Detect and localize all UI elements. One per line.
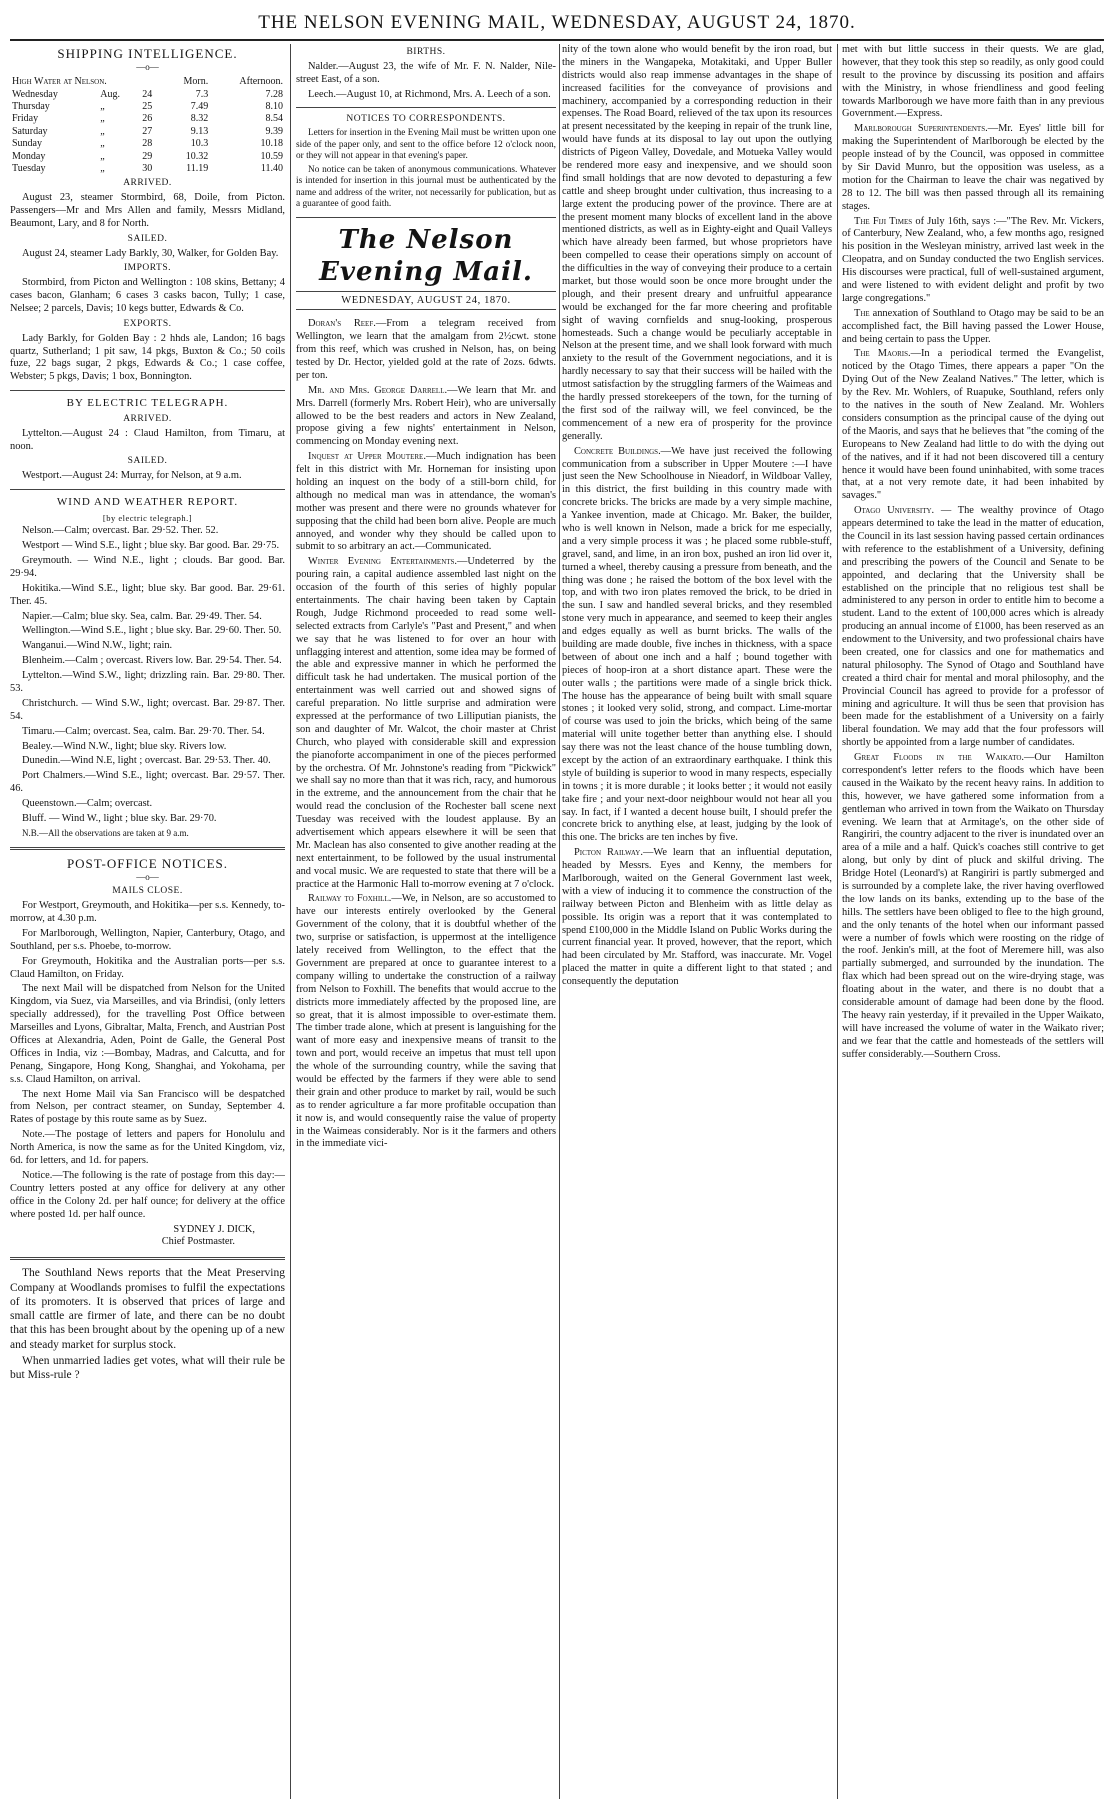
weather-list (10, 525, 285, 826)
tide-cell: 27 (142, 125, 153, 137)
masthead: THE NELSON EVENING MAIL, WEDNESDAY, AUGUST 24, 1870. (258, 12, 856, 33)
article-headline: Marlborough Superintendents. (854, 123, 988, 135)
article-headline: Otago University. (854, 505, 935, 517)
tide-cell: 7.3 (195, 88, 209, 100)
tide-caption: High Water at Nelson. (12, 76, 107, 88)
article-body: —Mr. Eyes' little bill for making the Superintendent of Marlborough be elected by the people instead of by the Council, was opposed in committee by Sir David Munro, but the opposition was useless, as a motion for the Chairman to leave the chair was negatived by 28 to 12. The bill was then passed through all its remaining stages. (842, 123, 1104, 212)
weather-report-item: Blenheim.—Calm ; overcast. Rivers low. Bar. 29·54. Ther. 54. (22, 655, 282, 667)
tide-cell: 8.10 (265, 101, 283, 113)
births-heading: BIRTHS. (406, 47, 446, 57)
postmaster-name: SYDNEY J. DICK, (173, 1223, 255, 1235)
arrived-heading: ARRIVED. (123, 178, 172, 189)
article-headline: Doran's Reef. (308, 318, 376, 330)
article-headline: Concrete Buildings. (574, 445, 661, 457)
col3-lead-paragraph: nity of the town alone who would benefit by the iron road, but the miners in the Wangapeka, Motakitaki, and Upper Buller districts would also reap immense advantages in the shape of increased facilities for the conveyance of provisions and machinery, accompanied by a corresponding reduction in their expenses. The Road Board, relieved of the tax upon its resources at present necessitated by the keeping in repair of the trunk line, would have funds at its disposal to lay out upon the outlying districts of Pigeon Valley, Dovedale, and Motueka Valley would be rendered more easy and inexpensive, and we should soon find small holdings that are now devoted to depasturing a few cattle and sheep brought under cultivation, thus increasing to a large extent the producing power of the province. There are at the present moment many blocks of excellent land in the above mentioned districts, as well as in Eighty-eight and Quail Valleys which have already been farmed, but whose proprietors have been compelled to cease their operations simply on account of the difficulties in the way of conveying their produce to a certain market, but those would soon be once more brought under the plough, and their present dreary and unfruitful appearance would be exchanged for the far more cheering and profitable sight of waving cornfields and snug-looking, prosperous homesteads. Such a change would be peculiarly acceptable in Nelson at the present time, and we shall look forward with much anxiety to the result of the Government negociations, and it is hardly necessary to say that their success will be hailed with the utmost satisfaction by the struggling farmers of the Waimeas and the hardly pressed storekeepers of the town, for the turning of the first sod of the railway will, we feel convinced, be the commencement of a new era of prosperity for the province generally. (562, 44, 832, 442)
tide-cell: 25 (142, 101, 153, 113)
article-paragraph (296, 385, 556, 449)
article-body: — The wealthy province of Otago appears determined to take the lead in the matter of education, the Council in its last session having passed certain ordinances with reference to the establishment of a University, defining and prescribing the powers of the Council and Senate to be appointed, and declaring that the University shall be established on the principle that no religious test shall be administered to any person in order to entitle him to become a student. Land to the extent of 100,000 acres which is already producing an annual income of £1000, has been reserved as an endowment to the University, and two professional chairs have been created, one for classics and one for mathematics and natural philosophy. The Synod of Otago and Southland have created a third chair for mental and moral philosophy, and the Provincial Council has agreed to provide for a professor of mining and agriculture. It will thus be seen that provision has been made for the establishment of a University on a fairly liberal foundation. We may add that the four professors will shortly be appointed from a large number of candidates. (842, 505, 1104, 749)
tel-sailed-text: Westport.—August 24: Murray, for Nelson, at 9 a.m. (22, 470, 242, 482)
tide-cell: 29 (142, 150, 153, 162)
article-headline: The (854, 307, 870, 319)
col2-articles (296, 318, 556, 1151)
notices-list (296, 128, 556, 211)
article-headline: Railway to Foxhill. (308, 893, 392, 905)
weather-note: N.B.—All the observations are taken at 9 a.m. (22, 827, 189, 838)
divider (10, 847, 285, 850)
weather-report-item: Bealey.—Wind N.W., light; blue sky. Rivers low. (22, 740, 227, 752)
article-body: annexation of Southland to Otago may be said to be an accomplished fact, the Bill having passed the Lower House, and being certain to pass the Upper. (842, 307, 1104, 345)
births-list (296, 61, 556, 102)
post-notice-item: Notice.—The following is the rate of postage from this day:—Country letters posted at any office for delivery at any other office in the Colony 2d. per half ounce; for delivery at the office where posted 1d. per half ounce. (10, 1169, 285, 1220)
tide-cell: 28 (142, 138, 153, 150)
tide-row (10, 89, 285, 101)
tel-sailed-heading: SAILED. (127, 456, 168, 467)
exports-text: Lady Barkly, for Golden Bay : 2 hhds ale, Landon; 16 bags quartz, Sutherland; 1 pit saw, 14 pkgs, Buxton & Co.; 50 coils fuze, 22 bags sugar, 2 pkgs, Edwards & Co.; 1 case coffee, Webster; 5 pkgs, Davis; 1 box, Bonnington. (10, 332, 285, 383)
column-3 (562, 44, 832, 1799)
paper-title: The Nelson Evening Mail. (319, 224, 533, 288)
article-headline: The Fiji Times (854, 215, 913, 227)
article-headline: Inquest at Upper Moutere. (308, 451, 426, 463)
article-headline: Great Floods in the Waikato. (854, 752, 1024, 764)
post-notice-item: The next Home Mail via San Francisco will be despatched from Nelson, per contract steamer, on Sunday, September 4. Rates of postage by this route same as by Suez. (10, 1088, 285, 1126)
tide-cell: 11.40 (260, 163, 283, 174)
divider (10, 1257, 285, 1260)
tide-cell: 10.59 (260, 150, 283, 162)
post-notice-item: For Westport, Greymouth, and Hokitika—per s.s. Kennedy, to-morrow, at 4.30 p.m. (10, 900, 285, 925)
article-body: —We, in Nelson, are so accustomed to have our interests entirely overlooked by the General Government of the colony, that it is doubtful whether of the two, surprise or satisfaction, is uppermost at the intelligence lately received from Wellington, to the effect that the Government are prepared at once to guarantee interest to a company willing to undertake the construction of a railway from Nelson to Foxhill. The benefits that would accrue to the districts more immediately affected by the proposed line, are so great, that it is almost impossible to over-estimate them. The timber trade alone, which at present is languishing for the want of more easy and inexpensive means of transit to the town and port, would receive an impetus that must tell upon the whole of the surrounding country, while the saving that would be effected by the farmers if they were able to send their grain and other produce to market by rail, would be such as to render agriculture a far more profitable occupation than it now is, and would consequently raise the value of property in the Waimeas considerably. Nor is it the farmers and others in the immediate vici- (296, 893, 556, 1150)
column-4 (842, 44, 1104, 1799)
exports-heading: EXPORTS. (123, 318, 172, 329)
weather-report-item: Greymouth. — Wind N.E., light ; clouds. Bar good. Bar. 29·94. (10, 555, 285, 579)
tide-cell: „ (100, 150, 105, 162)
tide-row (10, 101, 285, 113)
ornament: —o— (136, 62, 159, 73)
weather-report-item: Lyttelton.—Wind S.W., light; drizzling rain. Bar. 29·80. Ther. 53. (10, 670, 285, 695)
tide-cell: Monday (12, 150, 46, 162)
article-headline: The Maoris. (854, 348, 911, 360)
article-headline: Winter Evening Entertainments. (308, 556, 458, 568)
sailed-text: August 24, steamer Lady Barkly, 30, Walker, for Golden Bay. (22, 247, 279, 259)
tide-cell: 7.49 (190, 101, 209, 113)
post-notice-item: For Greymouth, Hokitika and the Australian ports—per s.s. Claud Hamilton, on Friday. (10, 955, 285, 980)
tide-cell: Saturday (12, 125, 48, 137)
tide-head-afternoon: Afternoon. (239, 76, 283, 88)
article-paragraph (842, 348, 1104, 503)
column-rule (837, 44, 838, 1799)
tide-cell: Sunday (12, 138, 42, 150)
tel-arrived-heading: ARRIVED. (123, 413, 172, 424)
article-body: —Undeterred by the pouring rain, a capital audience assembled last night on the occasion of the fourth of this series of highly popular entertainments. The chair having been taken by Captain Rough, Judge Richmond proceeded to read some well-selected extracts from Carlyle's "Past and Present," and when we say that he was listened to for over an hour with unflagging interest and attention, some idea may be formed of the able and expressive manner in which he performed the difficult task he had undertaken. The musical portion of the entertainment was well carried out and showed signs of careful preparation. No little surprise and admiration were expressed at the performance of two Lilliputian pianists, the son and daughter of Mr. Walcot, the choir master at Christ Church, who played with considerable skill and expression the pianoforte accompaniment in one of the pieces performed by the orchestra. Of Mr. Johnstone's reading from "Pickwick" we shall say no more than that it was rich, racy, and humorous in the extreme, and the announcement from the chair that he would read the conclusion of the Rochester ball scene next Tuesday was received with the loudest applause. By an advertisement which appears elsewhere it will be seen that Mr. Maclean has also consented to give another reading at the next entertainment, to be followed by the usual instrumental and vocal music. We are requested to state that there will be a practice at the Harmonic Hall to-morrow evening at 7 o'clock. (296, 556, 556, 890)
weather-report-item: Christchurch. — Wind S.W., light; overcast. Bar. 29·87. Ther. 54. (10, 697, 285, 722)
divider (296, 107, 556, 108)
tide-cell: Wednesday (12, 88, 58, 100)
tide-cell: 10.18 (260, 138, 283, 150)
article-paragraph (842, 308, 1104, 347)
tide-row (10, 113, 285, 125)
post-list (10, 900, 285, 1221)
imports-text: Stormbird, from Picton and Wellington : 108 skins, Bettany; 4 cases bacon, Glanham; 6 cases 3 casks bacon, Tully; 1 case, Nelsee; 2 parcels, Davis; 10 kegs butter, Edwards & Co. (10, 277, 285, 315)
article-paragraph (842, 216, 1104, 306)
article-body: —We learn that Mr. and Mrs. Darrell (formerly Mrs. Robert Heir), who are universally allowed to be the best readers and actors in New Zealand, propose giving a few nights' entertainment in Nelson, commencing on Monday evening next. (296, 384, 556, 448)
column-1 (10, 44, 285, 1799)
tide-cell: 9.13 (190, 125, 209, 137)
postmaster-title: Chief Postmaster. (161, 1236, 235, 1248)
weather-report-item: Napier.—Calm; blue sky. Sea, calm. Bar. 29·49. Ther. 54. (22, 610, 262, 622)
tide-cell: 9.39 (265, 125, 283, 137)
column-rule (290, 44, 291, 1799)
masthead-rule (10, 39, 1104, 41)
tel-arrived-text: Lyttelton.—August 24 : Claud Hamilton, from Timaru, at noon. (10, 427, 285, 452)
weather-report-item: Hokitika.—Wind S.E., light; blue sky. Bar good. Bar. 29·61. Ther. 45. (10, 582, 285, 607)
post-notice-item: For Marlborough, Wellington, Napier, Canterbury, Otago, and Southland, per s.s. Phoebe, to-morrow. (10, 927, 285, 952)
article-paragraph (296, 318, 556, 382)
article-paragraph (296, 451, 556, 554)
birth-notice: Nalder.—August 23, the wife of Mr. F. N. Nalder, Nile-street East, of a son. (296, 60, 556, 85)
article-body: —In a periodical termed the Evangelist, noticed by the Otago Times, there appears a paper "On the Dying Out of the New Zealand Natives." The letter, which is by the Rev. Mr. Wohlers, of Ruapuke, Southland, refers only to the natives in the south of New Zealand. Mr. Wohlers considers consumption as the principal cause of the dying out of the Maoris, and says that he believes that "the coming of the Europeans to New Zealand had little to do with the dying out of the natives, and if it had not been discovered till a century hence it would have been found uninhabited, with some traces that, at a not very remote date, it had been inhabited by savages." (842, 348, 1104, 502)
tide-cell: 7.28 (265, 88, 283, 100)
tide-head-morn: Morn. (183, 76, 209, 88)
tide-cell: Tuesday (12, 163, 46, 174)
tide-row (10, 138, 285, 150)
article-paragraph (842, 505, 1104, 750)
tide-cell: 26 (142, 113, 153, 125)
weather-subtitle: [by electric telegraph.] (102, 512, 193, 523)
tide-cell: 8.54 (265, 113, 283, 125)
sailed-heading: SAILED. (127, 233, 168, 244)
weather-report-item: Dunedin.—Wind N.E, light ; overcast. Bar. 29·53. Ther. 40. (22, 755, 271, 767)
article-paragraph (842, 752, 1104, 1061)
article-paragraph (842, 123, 1104, 213)
col3-articles (562, 446, 832, 989)
arrived-text: August 23, steamer Stormbird, 68, Doile, from Picton. Passengers—Mr and Mrs Allen and family, Messrs Midland, Beaumont, Lary, and 8 for North. (10, 192, 285, 229)
weather-report-item: Westport — Wind S.E., light ; blue sky. Bar good. Bar. 29·75. (22, 540, 280, 552)
weather-report-item: Queenstown.—Calm; overcast. (22, 798, 153, 810)
article-headline: Mr. and Mrs. George Darrell. (308, 384, 448, 396)
weather-report-item: Port Chalmers.—Wind S.E., light; overcast. Bar. 29·57. Ther. 46. (10, 770, 285, 795)
article-body: —We have just received the following communication from a subscriber in Upper Moutere :—I have just seen the New Schoolhouse in Nieadorf, in Wildboar Valley, in this district, the first building in this country made with concrete bricks. The bricks are made by a very simple machine, a Yankee invention, made at Chicago. Mr. Baker, the builder, who is well known in Nelson, made a brick for me especially, and a very simple process it was ; he placed some rubble-stuff, gravel, sand, and lime, in an iron box, pushed an iron lid over it, turned a wheel, thereby causing a pressure from beneath, and the thing was done ; he raised the bottom of the box level with the top, and with two iron plates removed the brick, to be dried in the sun. I saw and handled several bricks, and they resembled stone very much in appearance, and seemed to keep their angles and edges equally as well as burnt bricks. The walls of the building are made double, five inches in thickness, with a space between of about one inch and a half ; bound together with pieces of hoop-iron at a short distance apart. These were the outer walls ; the partitions were made of a single brick thick. The house has the appearance of being built with small square stones ; it looked very solid, strong, and compact. Lime-mortar of course was used to join the bricks, which being of the same material will unite together better than anything else. I should say there was not the least chance of the house tumbling down, except by the action of an extraordinary earthquake. I think this style of building is superior to wood in many respects, especially in towns ; it is more durable ; it looks better ; it would not easily take fire ; and your next-door neighbour would not hear all you say. In fact, if I wanted a decent house built, I should prefer the concrete brick to anything else, at least, judging by the look of this one. The bricks are ten inches by five. (562, 445, 832, 844)
tide-row (10, 163, 285, 175)
tide-cell: „ (100, 138, 105, 150)
ornament: —o— (136, 872, 159, 883)
article-body: —Much indignation has been felt in this district with Mr. Horneman for insisting upon holding an inquest on the body of a still-born child, for although no medical man was in attendance, the woman's mother was present and there were no grounds whatever for supposing that the child had been born alive. People are much annoyed, and wonder why they should be called upon to submit to so arbitrary an act.—Communicated. (296, 451, 556, 553)
weather-report-item: Bluff. — Wind W., light ; blue sky. Bar. 29·70. (22, 813, 217, 825)
tide-cell: Friday (12, 113, 39, 125)
correspondent-notice: Letters for insertion in the Evening Mail must be written upon one side of the paper only, and sent to the office before 12 o'clock noon, or they will not appear in that evening's paper. (296, 128, 556, 162)
telegraph-title: BY ELECTRIC TELEGRAPH. (66, 397, 229, 410)
tide-table (10, 76, 285, 175)
birth-notice: Leech.—August 10, at Richmond, Mrs. A. Leech of a son. (308, 88, 551, 100)
article-paragraph (296, 556, 556, 891)
tide-cell: „ (100, 125, 105, 137)
column-2 (296, 44, 556, 1799)
col4-lead-paragraph: met with but little success in their quests. We are glad, however, that they took this step so readily, as only good could result to the province by discussing its position and affairs with the Ministry, in whose friendliness and good feeling towards Marlborough we have more faith than in any previous Government.—Express. (842, 44, 1104, 120)
riddle-paragraph: When unmarried ladies get votes, what will their rule be but Miss-rule ? (10, 1354, 285, 1382)
weather-title: WIND AND WEATHER REPORT. (56, 496, 239, 509)
tide-row (10, 126, 285, 138)
divider (10, 390, 285, 391)
article-headline: Picton Railway. (574, 847, 643, 859)
article-body: —We learn that an influential deputation, headed by Messrs. Eyes and Kenny, the members for Marlborough, waited on the General Government last week, with a view of inducing it to commence the construction of the railway between Picton and Blenheim with as little delay as possible. Its origin was a report that it was contemplated to spend £100,000 in the Middle Island on Public Works during the current financial year. It proved, however, that the report, which had been circulated by Mr. Stafford, was inaccurate. Mr. Vogel placed the matter in quite a different light to that stated ; and consequently the deputation (562, 847, 832, 988)
article-body: —Our Hamilton correspondent's letter refers to the floods which have been caused in the Waikato by the recent heavy rains. In addition to this, however, we have gathered some information from a gentleman who arrived in town from the Waikato on Thursday evening. We learn that at Armitage's, on the other side of Rangiriri, the country adjacent to the river is inundated over an area of a mile and a half. Quick's coaches still contrive to get along, but only by dint of pluck and skilful driving. The Bridge Hotel (Leonard's) at Rangiriri is partly submerged and is surrounded by a complete lake, the river having overflowed the low lands on its banks, extending up to the base of the hills. The settlers have been obliged to flee to the high ground, and the only tenants of the hotel when our informant passed were a number of fowls which were roosting on the ridge of the roof. Jenkin's mill, at the foot of Meremere hill, was also partially submerged, and surrounded by the inundation. The flax which had been spread out on the wire-drying stage, was floating about in the water, and there is no doubt that a considerable amount of damage had been done by the flood. The heavy rain yesterday, if it prevailed in the Upper Waikato, will have increased the volume of water in the Waikato river; and we fear that the cattle and homesteads of the settlers will suffer considerably.—Southern Cross. (842, 752, 1104, 1060)
tide-cell: „ (100, 163, 105, 174)
article-body: —From a telegram received from Wellington, we learn that the amalgam from 2½cwt. stone from this reef, which was crushed in Nelson, has, on being tested by Dr. Hector, yielded gold at the rate of 2ozs. 6dwts. per ton. (296, 318, 556, 381)
article-paragraph (562, 446, 832, 846)
post-notice-item: Note.—The postage of letters and papers for Honolulu and North America, is now the same as for the United Kingdom, viz, 6d. for letters, and 1d. for papers. (10, 1129, 285, 1167)
article-body: of July 16th, says :—"The Rev. Mr. Vickers, of Canterbury, New Zealand, who, a few months ago, resigned his position in the Wesleyan ministry, arrived last week in the Cleopatra, and on Sunday conducted the two English services. His discourses were practical, full of well-sustained argument, and were listened to with evident delight and profit by two large congregations." (842, 215, 1104, 304)
post-notice-item: The next Mail will be dispatched from Nelson for the United Kingdom, via Suez, via Marseilles, and via Brindisi, (only letters specially addressed), for the travelling Post Office between Marseilles and Lyons, Gibraltar, Malta, French, and Austrian Post Offices at Alexandria, Aden, Point de Galle, the General Post Offices in India, viz :—Bombay, Madras, and Calcutta, and for Penang, Singapore, Hong Kong, Shanghai, and Yokohama, per s.s. Claud Hamilton, on arrival. (10, 983, 285, 1085)
tide-cell: „ (100, 101, 105, 113)
mails-close-heading: MAILS CLOSE. (112, 886, 183, 897)
column-rule (559, 44, 560, 1799)
weather-report-item: Timaru.—Calm; overcast. Sea, calm. Bar. 29·70. Ther. 54. (22, 725, 265, 737)
weather-report-item: Wanganui.—Wind N.W., light; rain. (22, 640, 173, 652)
tide-cell: 10.3 (190, 138, 209, 150)
tide-cell: 11.19 (186, 163, 209, 174)
tide-cell: Aug. (100, 88, 120, 100)
tide-cell: „ (100, 113, 105, 125)
weather-report-item: Wellington.—Wind S.E., light ; blue sky. Bar. 29·60. Ther. 50. (22, 625, 282, 637)
shipping-title: SHIPPING INTELLIGENCE. (57, 46, 238, 61)
tide-cell: Thursday (12, 101, 50, 113)
divider (296, 217, 556, 218)
article-paragraph (296, 893, 556, 1151)
tide-cell: 30 (142, 163, 153, 174)
article-paragraph (562, 847, 832, 989)
col4-articles (842, 123, 1104, 1061)
tide-row (10, 151, 285, 163)
tide-cell: 10.32 (185, 150, 209, 162)
tide-cell: 24 (142, 88, 153, 100)
dateline: WEDNESDAY, AUGUST 24, 1870. (296, 291, 556, 310)
southland-paragraph: The Southland News reports that the Meat Preserving Company at Woodlands promises to fulfil the expectations of its promoters. It is observed that prices of large and small cattle are firmer of late, and there can be no doubt that this has been brought about by the opening up of a new and steady market for surplus stock. (10, 1267, 285, 1351)
post-office-title: POST-OFFICE NOTICES. (66, 856, 229, 872)
weather-report-item: Nelson.—Calm; overcast. Bar. 29·52. Ther. 52. (22, 525, 219, 537)
imports-heading: IMPORTS. (124, 263, 171, 274)
tide-cell: 8.32 (190, 113, 209, 125)
correspondent-notice: No notice can be taken of anonymous communications. Whatever is intended for insertion in this journal must be authenticated by the name and address of the writer, not necessarily for publication, but as a guarantee of good faith. (296, 164, 556, 210)
divider (10, 489, 285, 490)
notices-heading: NOTICES TO CORRESPONDENTS. (346, 114, 506, 125)
